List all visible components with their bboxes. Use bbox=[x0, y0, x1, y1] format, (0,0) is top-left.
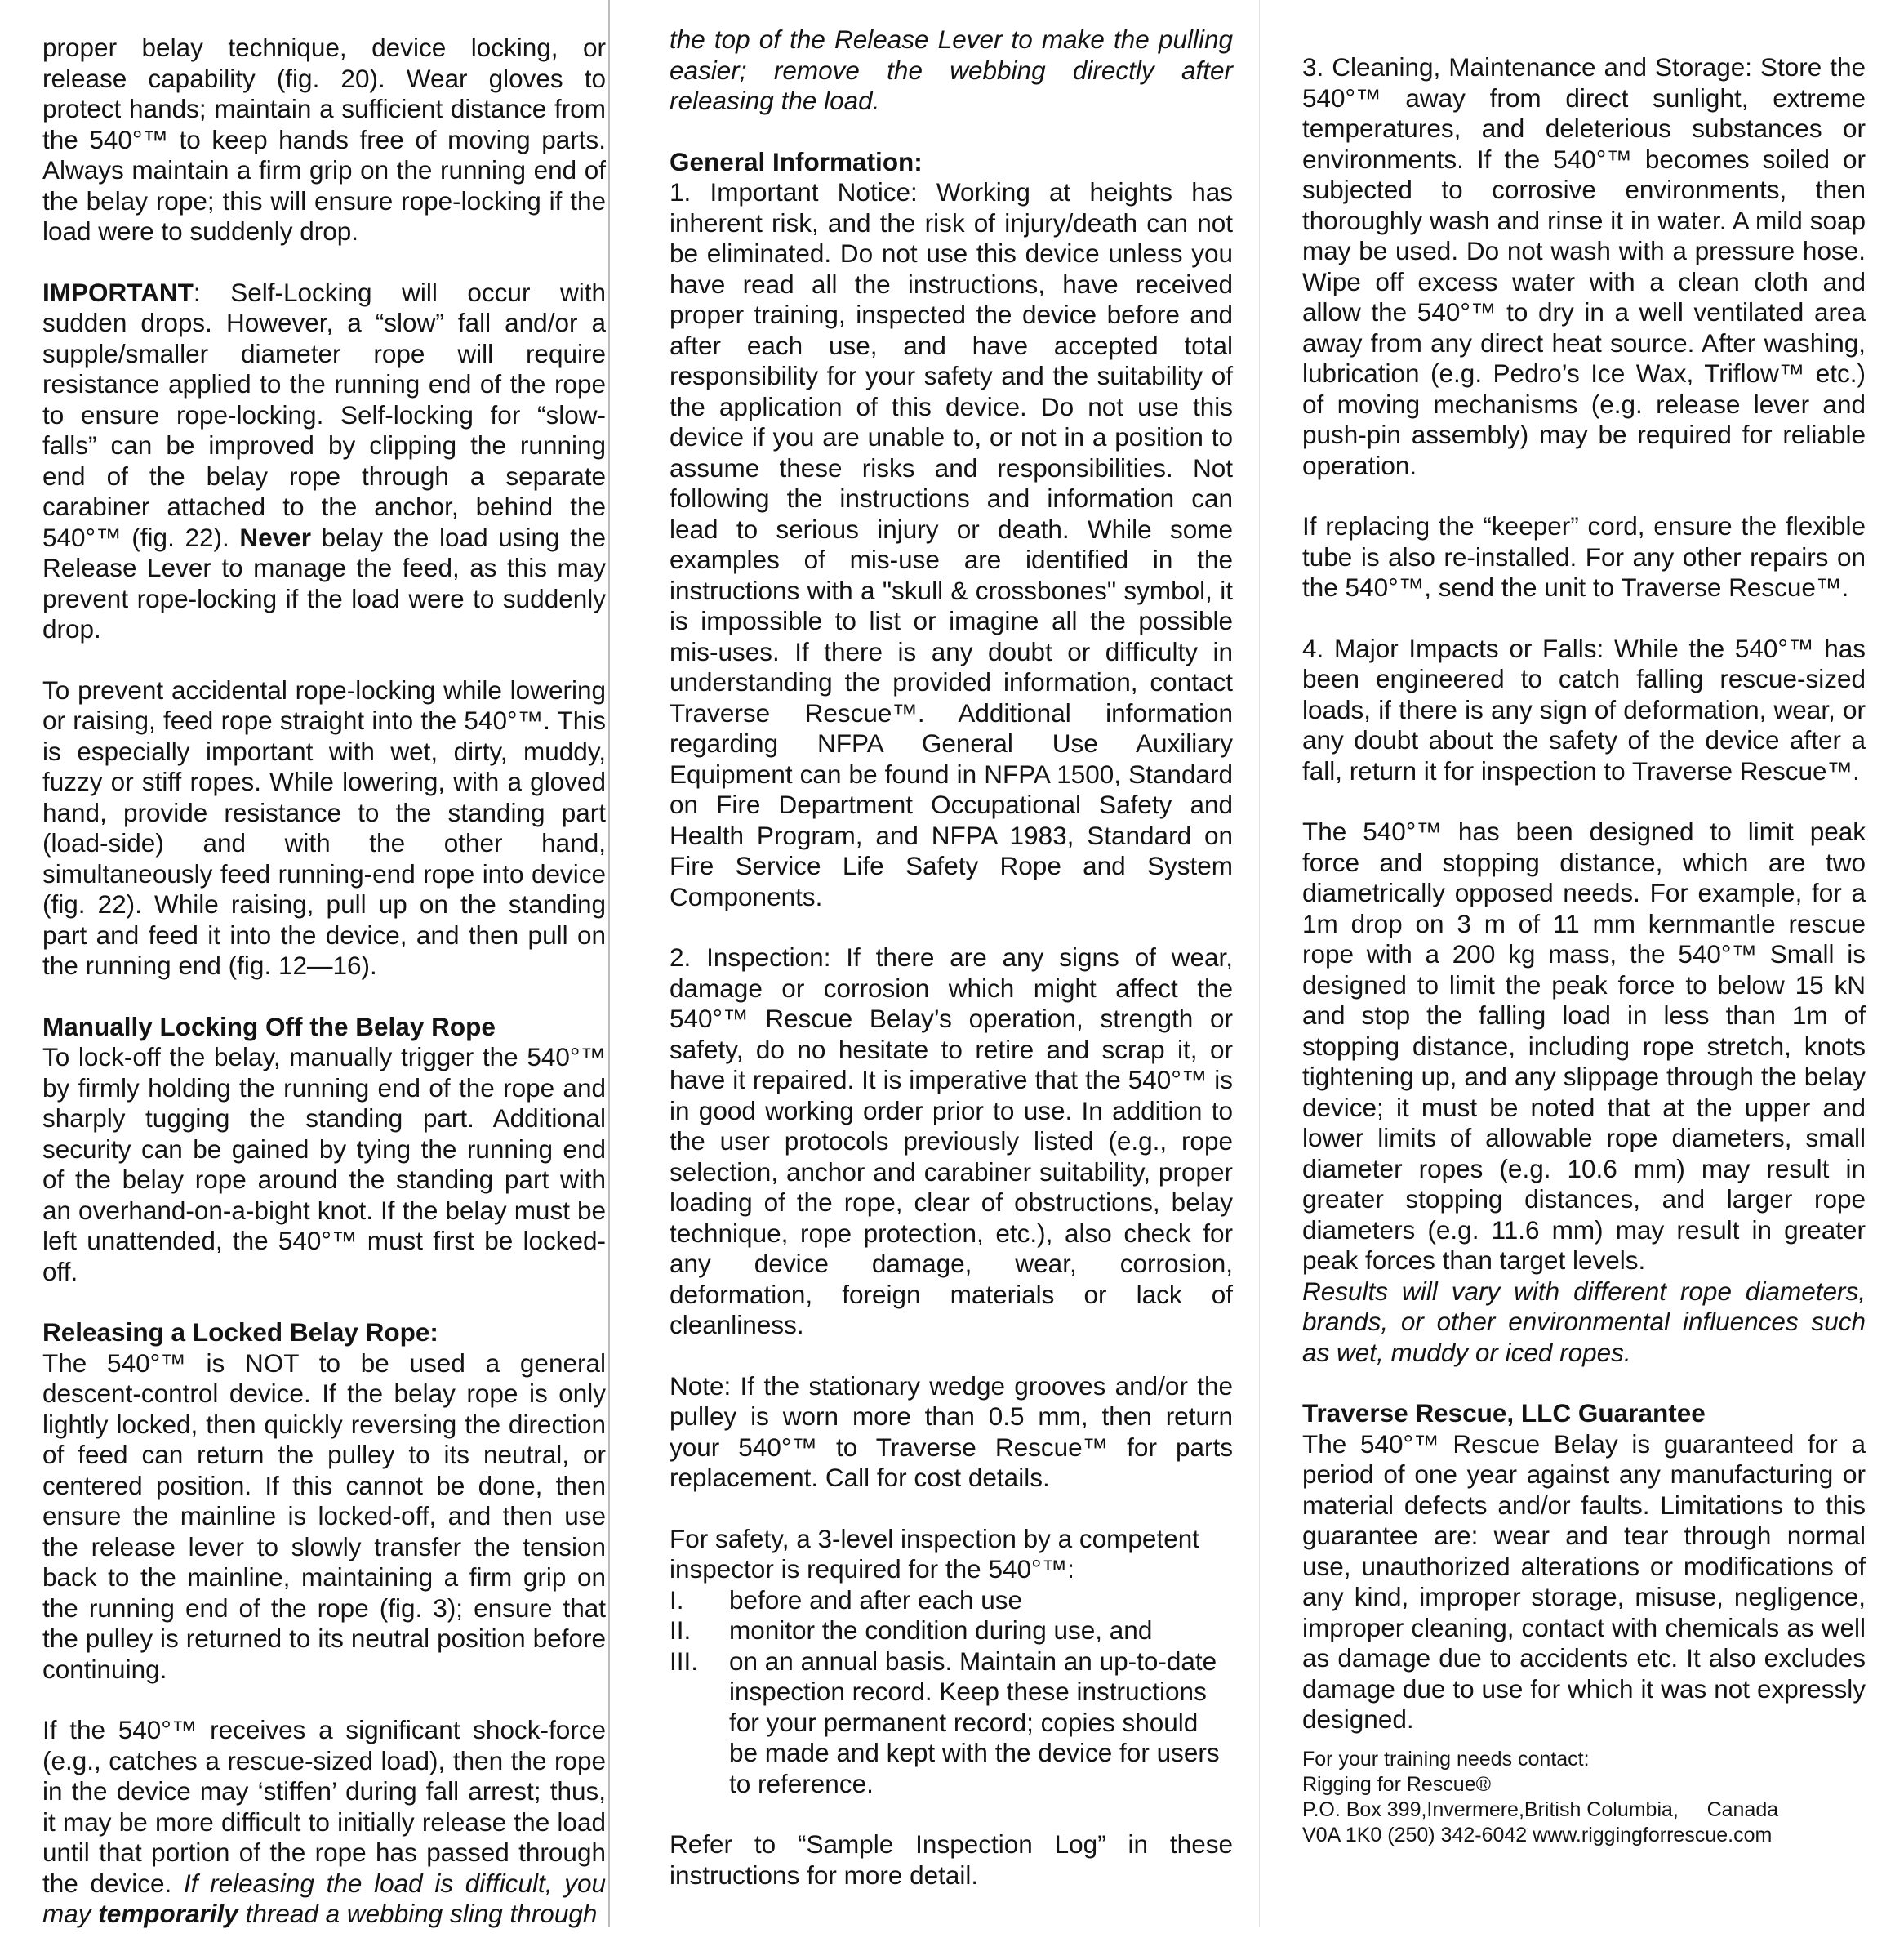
heading-guarantee: Traverse Rescue, LLC Guarantee bbox=[1302, 1398, 1706, 1428]
shock-force-text: If the 540°™ receives a significant shock-force (e.g., catches a rescue-sized load), then the rope in the device may ‘stiffen’ during fall arrest; thus, it may be more difficult to initially release the load until that portion of the rope has passed through the device. bbox=[42, 1715, 606, 1898]
paragraph-releasing: The 540°™ is NOT to be used a general descent-control device. If the belay rope is only lightly locked, then quickly reversing the direction of feed can return the pulley to its neutral, or centered position. If this cannot be done, then ensure the mainline is locked-off, and then use the release lever to slowly transfer the tension back to the mainline, maintaining a firm grip on the running end of the rope (fig. 3); ensure that the pulley is returned to its neutral position before continuing. bbox=[42, 1348, 606, 1684]
paragraph-inspection: 2. Inspection: If there are any signs of wear, damage or corrosion which might affect the 540°™ Rescue Belay’s operation, strength or safety, do no hesitate to retire and scrap it, or have it repaired. It is imperative that the 540°™ is in good working order prior to use. In addition to the user protocols previously listed (e.g., rope selection, anchor and carabiner suitability, proper loading of the rope, clear of obstructions, belay technique, rope protection, etc.), also check for any device damage, wear, corrosion, deformation, foreign materials or lack of cleanliness. bbox=[670, 942, 1233, 1339]
important-text-a: : Self-Locking will occur with sudden drops. However, a “slow” fall and/or a supple/smaller diameter rope will require resistance applied to the running end of the rope to ensure rope-locking. Self-locking for “slow-falls” can be improved by clipping the running end of the belay rope through a separate carabiner attached to the anchor, behind the 540°™ (fig. 22). bbox=[42, 277, 606, 552]
paragraph-shock-force bbox=[42, 1715, 606, 1930]
heading-releasing-locked-rope: Releasing a Locked Belay Rope: bbox=[42, 1317, 438, 1347]
list-item-number: III. bbox=[670, 1646, 699, 1676]
paragraph-peak-force: The 540°™ has been designed to limit peak force and stopping distance, which are two diametrically opposed needs. For example, for a 1m drop on 3 m of 11 mm kernmantle rescue rope with a 200 kg mass, the 540°™ Small is designed to limit the peak force to below 15 kN and stop the falling load in less than 1m of stopping distance, including rope stretch, knots tightening up, and any slippage through the belay device; it must be noted that at the upper and lower limits of allowable rope diameters, small diameter ropes (e.g. 10.6 mm) may result in greater stopping distances, and larger rope diameters (e.g. 11.6 mm) may result in greater peak forces than target levels. bbox=[1302, 817, 1866, 1275]
important-text-b: belay the load using the Release Lever to manage the feed, as this may prevent rope-locking if the load were to suddenly drop. bbox=[42, 522, 606, 644]
paragraph-refer-inspection-log: Refer to “Sample Inspection Log” in these instructions for more detail. bbox=[670, 1829, 1233, 1890]
list-item-number: II. bbox=[670, 1615, 692, 1645]
column-right bbox=[1302, 52, 1866, 1848]
list-item-text: monitor the condition during use, and bbox=[729, 1615, 1153, 1645]
important-label: IMPORTANT bbox=[42, 277, 194, 307]
paragraph-results-vary: Results will vary with different rope diameters, brands, or other environmental influences such as wet, muddy or iced ropes. bbox=[1302, 1276, 1866, 1367]
inspection-list bbox=[670, 1585, 1233, 1800]
paragraph-lock-off: To lock-off the belay, manually trigger the 540°™ by firmly holding the running end of the rope and sharply tugging the standing part. Additional security can be gained by tying the running end of the belay rope around the standing part with an overhand-on-a-bight knot. If the belay must be left unattended, the 540°™ must first be locked-off. bbox=[42, 1042, 606, 1286]
column-left bbox=[42, 33, 606, 1960]
contact-address: P.O. Box 399,Invermere,British Columbia, Canada bbox=[1302, 1797, 1779, 1821]
paragraph-belay-technique: proper belay technique, device locking, or release capability (fig. 20). Wear gloves to protect hands; maintain a sufficient distance from the 540°™ to keep hands free of moving parts. Always maintain a firm grip on the running end of the belay rope; this will ensure rope-locking if the load were to suddenly drop. bbox=[42, 33, 606, 246]
shock-force-italic-b: thread a webbing sling through bbox=[238, 1899, 598, 1928]
column-middle bbox=[670, 24, 1233, 1921]
shock-force-bold-italic: temporarily bbox=[98, 1899, 238, 1928]
heading-manual-locking: Manually Locking Off the Belay Rope bbox=[42, 1011, 496, 1041]
heading-general-information: General Information: bbox=[670, 146, 923, 176]
contact-block bbox=[1302, 1747, 1866, 1848]
contact-intro: For your training needs contact: bbox=[1302, 1747, 1590, 1771]
paragraph-wedge-note: Note: If the stationary wedge grooves and/or the pulley is worn more than 0.5 mm, then return your 540°™ to Traverse Rescue™ for parts replacement. Call for cost details. bbox=[670, 1370, 1233, 1492]
list-item-text: on an annual basis. Maintain an up-to-date inspection record. Keep these instructions for your permanent record; copies should be made and kept with the device for users to reference. bbox=[729, 1646, 1220, 1798]
list-item bbox=[670, 1585, 1233, 1616]
page-fold-line bbox=[608, 0, 610, 1927]
paragraph-cleaning-maintenance: 3. Cleaning, Maintenance and Storage: Store the 540°™ away from direct sunlight, extreme temperatures, and deleterious substances or environments. If the 540°™ becomes soiled or subjected to corrosive environments, then thoroughly wash and rinse it in water. A mild soap may be used. Do not wash with a pressure hose. Wipe off excess water with a clean cloth and allow the 540°™ to dry in a well ventilated area away from any direct heat source. After washing, lubrication (e.g. Pedro’s Ice Wax, Triflow™ etc.) of moving mechanisms (e.g. release lever and push-pin assembly) may be required for reliable operation. bbox=[1302, 52, 1866, 480]
never-label: Never bbox=[239, 522, 311, 552]
contact-postal-phone-web: V0A 1K0 (250) 342-6042 www.riggingforrescue.com bbox=[1302, 1823, 1773, 1846]
list-item-number: I. bbox=[670, 1584, 684, 1615]
page-fold-line-right bbox=[1259, 0, 1260, 1927]
contact-organization: Rigging for Rescue® bbox=[1302, 1772, 1492, 1796]
paragraph-important-self-locking bbox=[42, 278, 606, 645]
paragraph-important-notice: 1. Important Notice: Working at heights has inherent risk, and the risk of injury/death can not be eliminated. Do not use this device unless you have read all the instructions, have received proper training, inspected the device before and after each use, and have accepted total responsibility for your safety and the suitability of the application of this device. Do not use this device if you are unable to, or not in a position to assume these risks and responsibilities. Not following the instructions and information can lead to serious injury or death. While some examples of mis-use are identified in the instructions with a "skull & crossbones" symbol, it is impossible to list or imagine all the possible mis-uses. If there is any doubt or difficulty in understanding the provided information, contact Traverse Rescue™. Additional information regarding NFPA General Use Auxiliary Equipment can be found in NFPA 1500, Standard on Fire Department Occupational Safety and Health Program, and NFPA 1983, Standard on Fire Service Life Safety Rope and System Components. bbox=[670, 177, 1233, 911]
paragraph-guarantee: The 540°™ Rescue Belay is guaranteed for a period of one year against any manufacturing or material defects and/or faults. Limitations to this guarantee are: wear and tear through normal use, unauthorized alterations or modifications of any kind, improper storage, misuse, negligence, improper cleaning, contact with chemicals as well as damage due to accidents etc. It also excludes damage due to use for which it was not expressly designed. bbox=[1302, 1428, 1866, 1734]
shock-force-italic-a: If releasing the load is difficult, you may bbox=[42, 1868, 606, 1928]
paragraph-prevent-locking: To prevent accidental rope-locking while lowering or raising, feed rope straight into the 540°™. This is especially important with wet, dirty, muddy, fuzzy or stiff ropes. While lowering, with a gloved hand, provide resistance to the standing part (load-side) and with the other hand, simultaneously feed running-end rope into device (fig. 22). While raising, pull up on the standing part and feed it into the device, and then pull on the running end (fig. 12—16). bbox=[42, 675, 606, 980]
list-item bbox=[670, 1615, 1233, 1646]
list-item-text: before and after each use bbox=[729, 1584, 1023, 1615]
paragraph-release-lever-continued: the top of the Release Lever to make the pulling easier; remove the webbing directly after releasing the load. bbox=[670, 24, 1233, 115]
paragraph-keeper-cord: If replacing the “keeper” cord, ensure the flexible tube is also re-installed. For any other repairs on the 540°™, send the unit to Traverse Rescue™. bbox=[1302, 511, 1866, 602]
list-item bbox=[670, 1646, 1233, 1800]
paragraph-three-level-inspection: For safety, a 3-level inspection by a competent inspector is required for the 540°™: bbox=[670, 1523, 1199, 1584]
paragraph-major-impacts: 4. Major Impacts or Falls: While the 540°™ has been engineered to catch falling rescue-sized loads, if there is any sign of deformation, wear, or any doubt about the safety of the device after a fall, return it for inspection to Traverse Rescue™. bbox=[1302, 633, 1866, 786]
